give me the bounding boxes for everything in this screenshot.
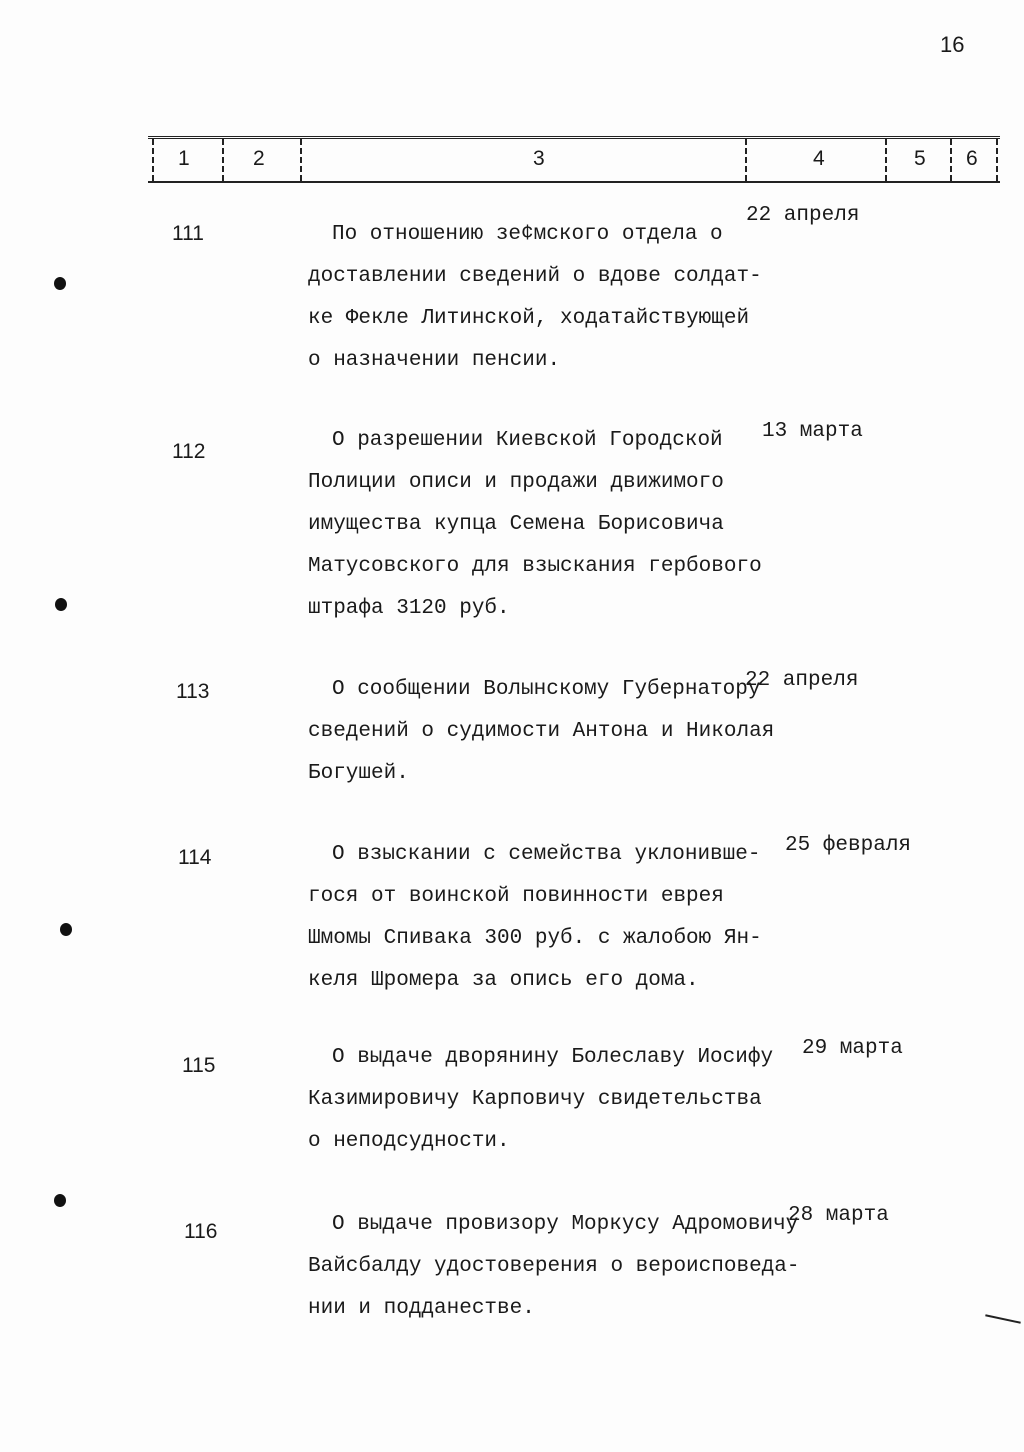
entry-line: гося от воинской повинности еврея xyxy=(308,885,724,908)
column-label-5: 5 xyxy=(914,147,926,170)
entry-line: сведений о судимости Антона и Николая xyxy=(308,720,775,743)
pen-mark xyxy=(985,1314,1021,1323)
entry-line: келя Шромера за опись его дома. xyxy=(308,969,699,992)
entry-line: нии и подданестве. xyxy=(308,1297,535,1320)
column-divider xyxy=(950,139,952,181)
entry-line: Богушей. xyxy=(308,762,409,785)
entry-line: О взыскании с семейства уклонивше- xyxy=(332,843,761,866)
page-number: 16 xyxy=(940,32,965,57)
entry-text xyxy=(308,214,778,382)
entry-line: О разрешении Киевской Городской xyxy=(332,429,723,452)
entry-number: 112 xyxy=(172,440,206,463)
entry-line: О сообщении Волынскому Губернатору xyxy=(332,678,761,701)
entry-number: 111 xyxy=(172,222,204,245)
column-divider xyxy=(996,139,998,181)
entry-number: 115 xyxy=(182,1054,216,1077)
entry-number: 114 xyxy=(178,846,212,869)
entry-line: ке Фекле Литинской, ходатайствующей xyxy=(308,307,750,330)
entry-line: о назначении пенсии. xyxy=(308,349,561,372)
entry-date: 28 марта xyxy=(788,1204,889,1227)
entry-line: Шмомы Спивака 300 руб. с жалобою Ян- xyxy=(308,927,762,950)
punch-hole xyxy=(55,598,67,611)
column-label-3: 3 xyxy=(533,147,545,170)
entry-line: штрафа 3120 руб. xyxy=(308,597,510,620)
entry-line: доставлении сведений о вдове солдат- xyxy=(308,265,762,288)
entry-line: О выдаче дворянину Болеславу Иосифу xyxy=(332,1046,774,1069)
punch-hole xyxy=(54,1194,66,1207)
column-divider xyxy=(745,139,747,181)
column-label-4: 4 xyxy=(813,147,825,170)
entry-text xyxy=(308,669,778,795)
entry-number: 113 xyxy=(176,680,210,703)
entry-date: 22 апреля xyxy=(746,204,860,227)
column-divider xyxy=(152,139,154,181)
column-label-6: 6 xyxy=(966,147,978,170)
entry-date: 22 апреля xyxy=(745,669,859,692)
entry-line: По отношению зе¢мского отдела о xyxy=(332,223,723,246)
column-divider xyxy=(885,139,887,181)
entry-date: 25 февраля xyxy=(785,834,912,857)
entry-text xyxy=(308,1204,800,1330)
entry-number: 116 xyxy=(184,1220,218,1243)
entry-date: 13 марта xyxy=(762,420,863,443)
entry-line: О выдаче провизору Моркусу Адромовичу xyxy=(332,1213,799,1236)
entry-line: о неподсудности. xyxy=(308,1130,510,1153)
entry-text xyxy=(308,420,778,630)
entry-line: Казимировичу Карповичу свидетельства xyxy=(308,1088,762,1111)
table-header xyxy=(148,136,1000,183)
entry-line: Полиции описи и продажи движимого xyxy=(308,471,724,494)
entry-line: Вайсбалду удостоверения о вероисповеда- xyxy=(308,1255,800,1278)
punch-hole xyxy=(54,277,66,290)
entry-text xyxy=(308,1037,778,1163)
punch-hole xyxy=(60,923,72,936)
column-label-2: 2 xyxy=(253,147,265,170)
column-label-1: 1 xyxy=(178,147,190,170)
entry-line: имущества купца Семена Борисовича xyxy=(308,513,724,536)
entry-line: Матусовского для взыскания гербового xyxy=(308,555,762,578)
column-divider xyxy=(300,139,302,181)
entry-text xyxy=(308,834,778,1002)
column-divider xyxy=(222,139,224,181)
entry-date: 29 марта xyxy=(802,1037,903,1060)
